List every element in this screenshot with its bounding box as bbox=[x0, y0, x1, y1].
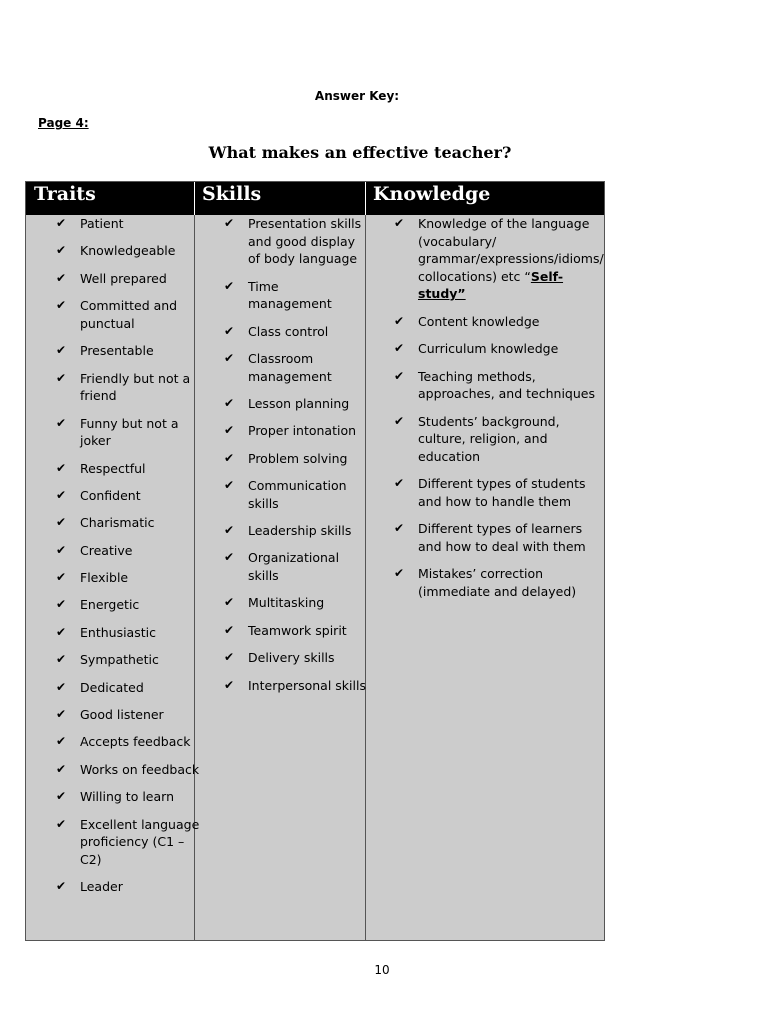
list-item bbox=[56, 788, 200, 806]
check-icon: ✔ bbox=[56, 460, 67, 475]
list-item bbox=[56, 415, 200, 450]
list-item-text: Multitasking bbox=[248, 595, 325, 611]
list-item bbox=[224, 278, 366, 313]
list-item-text: Works on feedback bbox=[80, 761, 200, 777]
list-item bbox=[56, 215, 200, 233]
check-icon: ✔ bbox=[56, 652, 67, 667]
check-icon: ✔ bbox=[56, 243, 67, 258]
list-item-text: Funny but not a joker bbox=[80, 415, 179, 449]
check-icon: ✔ bbox=[56, 415, 67, 430]
list-item-text: Class control bbox=[248, 323, 329, 339]
check-icon: ✔ bbox=[394, 566, 405, 581]
skills-list bbox=[224, 215, 366, 704]
list-item-text: Sympathetic bbox=[80, 652, 159, 668]
list-item-text: Mistakes’ correction (immediate and delayed) bbox=[418, 566, 577, 599]
list-item-text: Communication skills bbox=[248, 478, 347, 511]
list-item-text: Organizational skills bbox=[248, 550, 340, 584]
list-item bbox=[56, 761, 200, 779]
list-item bbox=[224, 594, 366, 612]
list-item bbox=[394, 565, 602, 600]
list-item bbox=[224, 422, 366, 440]
list-item-text: Interpersonal skills bbox=[248, 677, 366, 693]
list-item bbox=[224, 622, 366, 640]
check-icon: ✔ bbox=[224, 595, 235, 610]
check-icon: ✔ bbox=[224, 622, 235, 637]
list-item-text: Content knowledge bbox=[418, 313, 540, 329]
traits-list bbox=[56, 215, 200, 906]
check-icon: ✔ bbox=[56, 707, 67, 722]
list-item bbox=[224, 477, 366, 512]
list-item-text: Well prepared bbox=[80, 270, 167, 286]
list-item bbox=[56, 487, 200, 505]
check-icon: ✔ bbox=[56, 624, 67, 639]
check-icon: ✔ bbox=[394, 521, 405, 536]
check-icon: ✔ bbox=[56, 816, 67, 831]
check-icon: ✔ bbox=[56, 761, 67, 776]
check-icon: ✔ bbox=[224, 677, 235, 692]
list-item-text: Teaching methods, approaches, and techniques bbox=[418, 368, 595, 402]
list-item-text: Knowledgeable bbox=[80, 243, 176, 259]
knowledge-list bbox=[394, 215, 604, 610]
list-item-text: Different types of students and how to handle them bbox=[418, 476, 586, 509]
list-item-text: Patient bbox=[80, 216, 124, 231]
list-item bbox=[56, 569, 200, 587]
column-header-traits: Traits bbox=[34, 183, 96, 205]
page-number: 10 bbox=[374, 963, 390, 977]
list-item bbox=[224, 395, 366, 413]
list-item bbox=[56, 242, 200, 260]
list-item-text: Different types of learners and how to deal with them bbox=[418, 521, 586, 554]
list-item bbox=[56, 878, 200, 896]
check-icon: ✔ bbox=[224, 478, 235, 493]
check-icon: ✔ bbox=[56, 734, 67, 749]
check-icon: ✔ bbox=[224, 278, 235, 293]
list-item bbox=[394, 313, 602, 331]
list-item-text: Lesson planning bbox=[248, 395, 350, 411]
list-item-text: Committed and punctual bbox=[80, 298, 178, 331]
list-item-text: Accepts feedback bbox=[80, 734, 191, 750]
list-item bbox=[56, 342, 200, 360]
header-divider bbox=[194, 182, 195, 215]
check-icon: ✔ bbox=[56, 298, 67, 313]
list-item bbox=[56, 733, 200, 751]
check-icon: ✔ bbox=[56, 679, 67, 694]
list-item-text: Presentable bbox=[80, 343, 154, 359]
list-item bbox=[224, 215, 366, 268]
check-icon: ✔ bbox=[224, 323, 235, 338]
list-item bbox=[394, 520, 602, 555]
check-icon: ✔ bbox=[224, 523, 235, 538]
page-title: What makes an effective teacher? bbox=[208, 143, 512, 162]
list-item-text: Good listener bbox=[80, 707, 164, 723]
check-icon: ✔ bbox=[56, 597, 67, 612]
list-item bbox=[56, 706, 200, 724]
list-item bbox=[224, 549, 366, 584]
list-item bbox=[394, 340, 602, 358]
list-item-text: Charismatic bbox=[80, 515, 155, 531]
list-item bbox=[224, 649, 366, 667]
list-item bbox=[56, 270, 200, 288]
check-icon: ✔ bbox=[224, 450, 235, 465]
list-item-text: Respectful bbox=[80, 460, 146, 476]
check-icon: ✔ bbox=[56, 487, 67, 502]
list-item bbox=[56, 624, 200, 642]
check-icon: ✔ bbox=[394, 341, 405, 356]
answer-key-heading: Answer Key: bbox=[314, 89, 400, 103]
list-item-text: Classroom management bbox=[248, 350, 332, 384]
list-item-text: Friendly but not a friend bbox=[80, 370, 191, 404]
list-item bbox=[56, 460, 200, 478]
list-item-text: Time management bbox=[248, 278, 332, 312]
list-item-text: Curriculum knowledge bbox=[418, 341, 559, 357]
table-header-row bbox=[26, 182, 604, 215]
check-icon: ✔ bbox=[56, 515, 67, 530]
list-item bbox=[56, 514, 200, 532]
list-item bbox=[56, 679, 200, 697]
list-item-text: Energetic bbox=[80, 597, 140, 613]
list-item bbox=[56, 542, 200, 560]
list-item bbox=[56, 297, 200, 332]
list-item bbox=[56, 596, 200, 614]
check-icon: ✔ bbox=[56, 879, 67, 894]
list-item bbox=[56, 651, 200, 669]
list-item-text: Dedicated bbox=[80, 679, 144, 695]
column-header-skills: Skills bbox=[202, 183, 262, 205]
list-item-text: Students’ background, culture, religion, and education bbox=[418, 413, 560, 464]
check-icon: ✔ bbox=[224, 650, 235, 665]
check-icon: ✔ bbox=[56, 270, 67, 285]
check-icon: ✔ bbox=[224, 216, 235, 230]
check-icon: ✔ bbox=[56, 370, 67, 385]
list-item-text: Problem solving bbox=[248, 450, 348, 466]
check-icon: ✔ bbox=[56, 789, 67, 804]
check-icon: ✔ bbox=[394, 313, 405, 328]
list-item bbox=[224, 522, 366, 540]
check-icon: ✔ bbox=[56, 216, 67, 230]
list-item bbox=[394, 475, 602, 510]
list-item-text: Flexible bbox=[80, 570, 129, 586]
list-item-text: Presentation skills and good display of body language bbox=[248, 216, 362, 267]
check-icon: ✔ bbox=[224, 550, 235, 565]
list-item-text: Delivery skills bbox=[248, 650, 335, 666]
teacher-qualities-table bbox=[25, 181, 605, 941]
check-icon: ✔ bbox=[394, 476, 405, 491]
list-item bbox=[224, 350, 366, 385]
page-reference: Page 4: bbox=[38, 116, 89, 130]
check-icon: ✔ bbox=[224, 395, 235, 410]
check-icon: ✔ bbox=[394, 216, 405, 230]
list-item bbox=[394, 413, 602, 466]
list-item bbox=[394, 368, 602, 403]
list-item bbox=[224, 677, 366, 695]
self-study-link[interactable]: Self-study” bbox=[418, 268, 564, 302]
check-icon: ✔ bbox=[56, 542, 67, 557]
list-item-text: Teamwork spirit bbox=[248, 622, 347, 638]
check-icon: ✔ bbox=[56, 343, 67, 358]
list-item-text: Creative bbox=[80, 542, 133, 558]
list-item-text: Proper intonation bbox=[248, 423, 357, 439]
check-icon: ✔ bbox=[394, 413, 405, 428]
list-item-text: Confident bbox=[80, 487, 141, 503]
list-item-text: Leader bbox=[80, 879, 123, 895]
header-divider bbox=[365, 182, 366, 215]
list-item bbox=[394, 215, 604, 303]
column-header-knowledge: Knowledge bbox=[373, 183, 491, 205]
list-item bbox=[224, 323, 366, 341]
list-item bbox=[56, 816, 200, 869]
check-icon: ✔ bbox=[56, 570, 67, 585]
list-item bbox=[224, 450, 366, 468]
check-icon: ✔ bbox=[224, 423, 235, 438]
list-item bbox=[56, 370, 200, 405]
list-item-text: Enthusiastic bbox=[80, 624, 156, 640]
list-item-text: Willing to learn bbox=[80, 789, 174, 805]
check-icon: ✔ bbox=[394, 368, 405, 383]
list-item-text: Excellent language proficiency (C1 – C2) bbox=[80, 816, 200, 867]
list-item-text: Leadership skills bbox=[248, 523, 352, 539]
knowledge-language-text: Knowledge of the language (vocabulary/ grammar/expressions/idioms/ collocations) etc “ bbox=[418, 216, 604, 284]
check-icon: ✔ bbox=[224, 350, 235, 365]
